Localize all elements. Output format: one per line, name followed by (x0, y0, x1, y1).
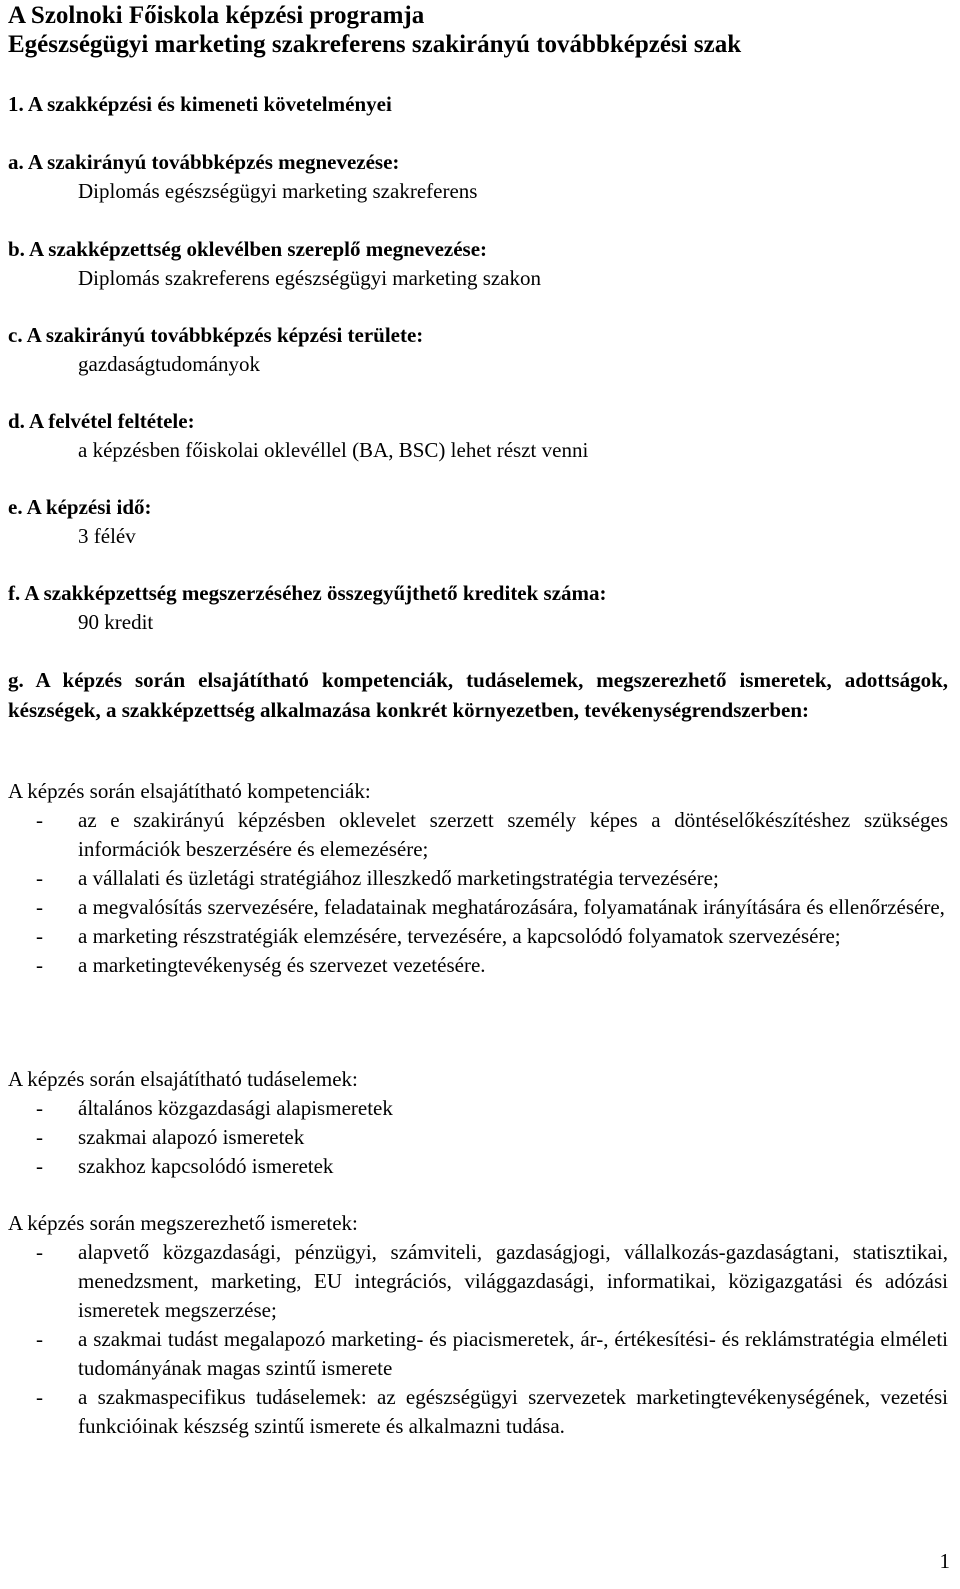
list-item-text: a szakmai tudást megalapozó marketing- és piacismeretek, ár-, értékesítési- és reklámstratégia elméleti tudományának magas szintű ismerete (78, 1327, 948, 1380)
bullet-dash: - (36, 924, 43, 948)
skills-intro: A képzés során megszerezhető ismeretek: (8, 1211, 358, 1235)
bullet-dash: - (36, 1096, 43, 1120)
item-a-heading: a. A szakirányú továbbképzés megnevezése: (8, 150, 400, 174)
document-title-line-1: A Szolnoki Főiskola képzési programja (8, 2, 425, 29)
bullet-dash: - (36, 866, 43, 890)
bullet-dash: - (36, 1385, 43, 1409)
list-item-text: a vállalati és üzletági stratégiához illeszkedő marketingstratégia tervezésére; (78, 866, 719, 890)
section-1-heading: 1. A szakképzési és kimeneti követelményei (8, 92, 392, 116)
list-item-text: szakmai alapozó ismeretek (78, 1125, 305, 1149)
item-b (8, 235, 948, 293)
list-item-text: a megvalósítás szervezésére, feladatainak meghatározására, folyamatának irányítására és ellenőrzésére, (78, 895, 945, 919)
list-item-text: a marketing részstratégiák elemzésére, tervezésére, a kapcsolódó folyamatok szervezésére; (78, 924, 841, 948)
list-item (8, 1383, 948, 1441)
competencies-intro: A képzés során elsajátítható kompetenciák: (8, 779, 371, 803)
bullet-dash: - (36, 895, 43, 919)
list-item-text: a szakmaspecifikus tudáselemek: az egészségügyi szervezetek marketingtevékenységének, vezetési funkcióinak készség szintű ismerete és alkalmazni tudása. (78, 1385, 948, 1438)
competencies-list (8, 806, 948, 980)
item-d-value: a képzésben főiskolai oklevéllel (BA, BSC) lehet részt venni (78, 438, 589, 462)
bullet-dash: - (36, 1327, 43, 1351)
list-item (8, 893, 948, 922)
item-d-heading: d. A felvétel feltétele: (8, 409, 195, 433)
item-e-value: 3 félév (78, 524, 136, 548)
item-f-heading: f. A szakképzettség megszerzéséhez összegyűjthető kreditek száma: (8, 581, 607, 605)
bullet-dash: - (36, 808, 43, 832)
item-f (8, 579, 948, 637)
item-e-heading: e. A képzési idő: (8, 495, 152, 519)
item-c-value: gazdaságtudományok (78, 352, 260, 376)
list-item (8, 1238, 948, 1325)
item-e (8, 493, 948, 551)
list-item (8, 1094, 948, 1123)
list-item (8, 1123, 948, 1152)
item-c-heading: c. A szakirányú továbbképzés képzési területe: (8, 323, 424, 347)
list-item (8, 1325, 948, 1383)
bullet-dash: - (36, 1240, 43, 1264)
item-d (8, 407, 948, 465)
document-title-line-2: Egészségügyi marketing szakreferens szakirányú továbbképzési szak (8, 31, 742, 58)
list-item (8, 951, 948, 980)
knowledge-list (8, 1094, 948, 1181)
item-a-value: Diplomás egészségügyi marketing szakreferens (78, 179, 478, 203)
bullet-dash: - (36, 1125, 43, 1149)
item-g-heading: g. A képzés során elsajátítható kompetenciák, tudáselemek, megszerezhető ismeretek, adottságok, készségek, a szakképzettség alkalmazása konkrét környezetben, tevékenységrendszerben: (8, 668, 948, 722)
bullet-dash: - (36, 953, 43, 977)
list-item-text: a marketingtevékenység és szervezet vezetésére. (78, 953, 486, 977)
list-item-text: szakhoz kapcsolódó ismeretek (78, 1154, 334, 1178)
list-item (8, 806, 948, 864)
page-number: 1 (939, 1549, 950, 1573)
knowledge-intro: A képzés során elsajátítható tudáselemek: (8, 1067, 358, 1091)
list-item-text: az e szakirányú képzésben oklevelet szerzett személy képes a döntéselőkészítéshez szükséges információk beszerzésére és elemezésére; (78, 808, 948, 861)
list-item-text: általános közgazdasági alapismeretek (78, 1096, 393, 1120)
list-item-text: alapvető közgazdasági, pénzügyi, számviteli, gazdaságjogi, vállalkozás-gazdaságtani, statisztikai, menedzsment, marketing, EU integrációs, világgazdasági, informatikai, közigazgatási és adózási ismeretek megszerzése; (78, 1240, 948, 1322)
item-f-value: 90 kredit (78, 610, 154, 634)
list-item (8, 1152, 948, 1181)
item-c (8, 321, 948, 379)
item-b-heading: b. A szakképzettség oklevélben szereplő megnevezése: (8, 237, 488, 261)
item-a (8, 148, 948, 206)
list-item (8, 864, 948, 893)
bullet-dash: - (36, 1154, 43, 1178)
skills-list (8, 1238, 948, 1441)
list-item (8, 922, 948, 951)
item-b-value: Diplomás szakreferens egészségügyi marketing szakon (78, 266, 542, 290)
